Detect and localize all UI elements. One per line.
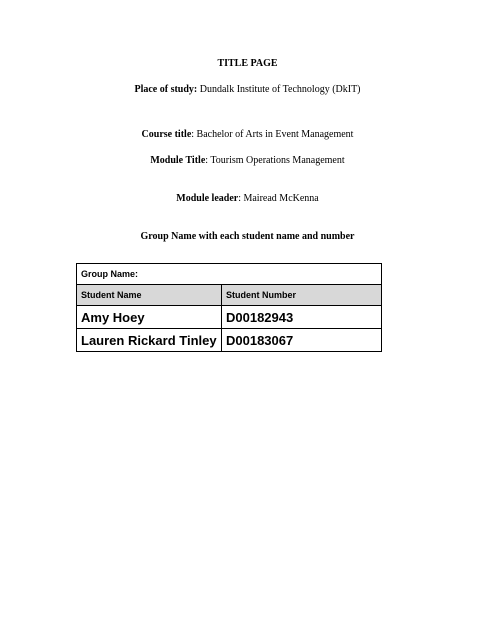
group-heading: Group Name with each student name and number <box>140 231 355 242</box>
group-name-label: Group Name: <box>77 264 382 285</box>
column-header-student-name: Student Name <box>77 285 222 306</box>
student-name-cell: Lauren Rickard Tinley <box>77 329 222 352</box>
module-leader-value: : Mairead McKenna <box>238 193 319 204</box>
page-title: TITLE PAGE <box>217 58 278 69</box>
student-table <box>76 263 382 352</box>
student-name-cell: Amy Hoey <box>77 306 222 329</box>
module-title-line <box>0 155 495 166</box>
module-title-value: : Tourism Operations Management <box>205 155 345 166</box>
group-name-row <box>77 264 382 285</box>
course-title-label: Course title <box>141 129 192 140</box>
course-title-line <box>0 129 495 140</box>
place-of-study-label: Place of study: <box>134 84 198 95</box>
column-header-student-number: Student Number <box>222 285 382 306</box>
table-row <box>77 306 382 329</box>
module-leader-line <box>0 193 495 204</box>
table-header-row <box>77 285 382 306</box>
student-number-cell: D00182943 <box>222 306 382 329</box>
table-row <box>77 329 382 352</box>
student-number-cell: D00183067 <box>222 329 382 352</box>
module-leader-label: Module leader <box>176 193 239 204</box>
module-title-label: Module Title <box>150 155 206 166</box>
course-title-value: : Bachelor of Arts in Event Management <box>191 129 354 140</box>
place-of-study-line <box>0 84 495 95</box>
place-of-study-value: Dundalk Institute of Technology (DkIT) <box>199 84 361 95</box>
